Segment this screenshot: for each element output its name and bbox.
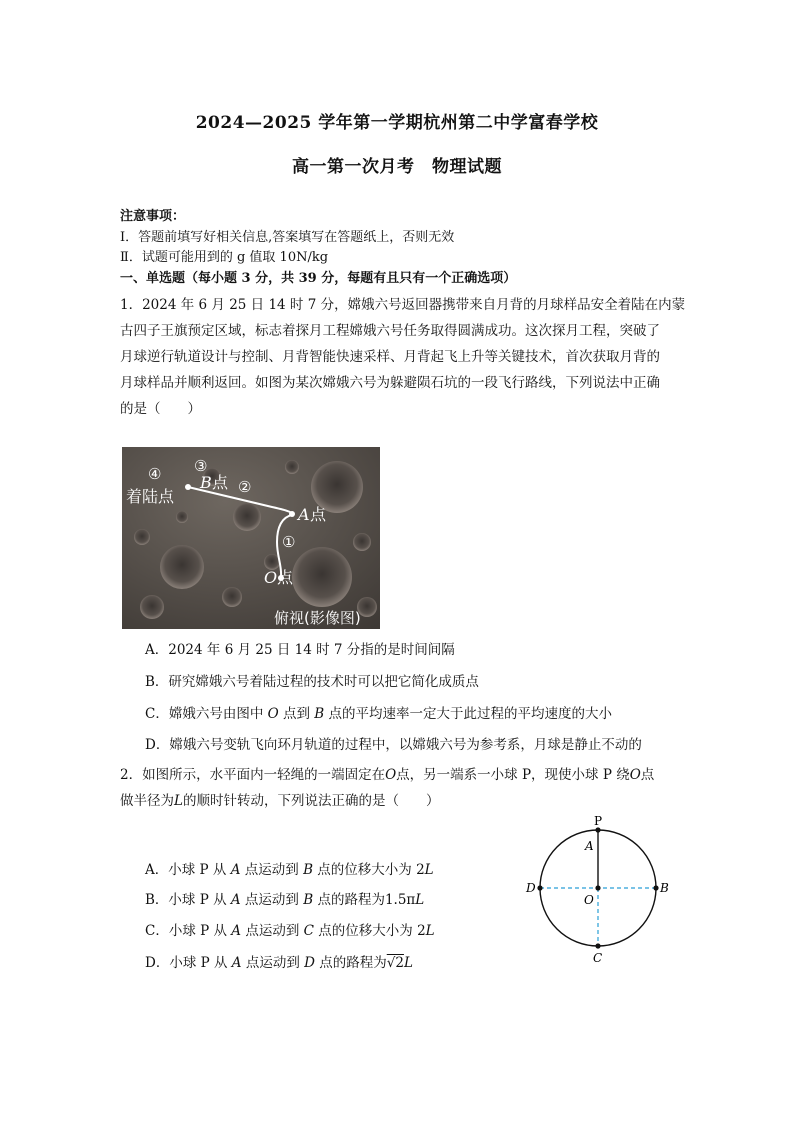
figure-label-3: ③ xyxy=(194,457,208,475)
q2-opt-text: B．小球 P 从 xyxy=(145,892,231,908)
q2-text: 点 xyxy=(640,767,655,783)
q2-opt-text: 点运动到 xyxy=(241,923,304,939)
section-1-heading: 一、单选题（每小题 3 分，共 39 分，每题有且只有一个正确选项） xyxy=(120,271,517,286)
q1-option-c-text: 点的平均速率一定大于此过程的平均速度的大小 xyxy=(324,706,613,722)
circle-label-p: P xyxy=(594,814,603,828)
q1-option-c-text: C．嫦娥六号由图中 xyxy=(145,706,268,722)
q2-option-c xyxy=(145,922,435,940)
q2-opt-var: L xyxy=(424,862,434,878)
q2-opt-var: A xyxy=(231,955,242,971)
question-1-line: 古四子王旗预定区域，标志着探月工程嫦娥六号任务取得圆满成功。这次探月工程，突破了 xyxy=(120,323,660,339)
circle-label-b: B xyxy=(660,881,669,895)
q2-opt-var: B xyxy=(303,892,314,908)
figure-label-a-letter: A xyxy=(298,505,310,524)
q1-option-c-b: B xyxy=(314,706,325,722)
q2-text: 的顺时针转动，下列说法正确的是（ ） xyxy=(182,793,440,809)
q2-opt-text: 点运动到 xyxy=(241,955,305,971)
question-1-line: 月球逆行轨道设计与控制、月背智能快速采样、月背起飞上升等关键技术，首次获取月背的 xyxy=(120,349,660,365)
q2-text: 2．如图所示，水平面内一轻绳的一端固定在 xyxy=(120,767,386,783)
q2-option-d xyxy=(145,954,413,972)
circle-label-c: C xyxy=(593,951,603,965)
q2-opt-text: 点的位移大小为 2 xyxy=(313,923,426,939)
figure-label-a-point: 点 xyxy=(310,505,327,524)
q2-opt-text: D．小球 P 从 xyxy=(145,955,232,971)
figure-label-4: ④ xyxy=(148,465,162,483)
q2-opt-text: C．小球 P 从 xyxy=(145,923,232,939)
figure-label-landing: 着陆点 xyxy=(126,487,175,506)
q2-opt-text: 点的路程为 xyxy=(314,955,387,971)
question-1-line: 月球样品并顺利返回。如图为某次嫦娥六号为躲避陨石坑的一段飞行路线，下列说法中正确 xyxy=(120,375,660,391)
question-1-line: 1．2024 年 6 月 25 日 14 时 7 分，嫦娥六号返回器携带来自月背的月球样品安全着陆在内蒙 xyxy=(120,297,686,313)
figure-label-o-letter: O xyxy=(264,568,278,587)
figure-label-b-point: 点 xyxy=(212,473,229,492)
q2-option-a xyxy=(145,861,434,879)
question-1-line: 的是（ ） xyxy=(120,401,201,417)
q2-opt-var: L xyxy=(415,892,425,908)
q2-opt-var: C xyxy=(303,923,314,939)
q2-o: O xyxy=(629,767,641,783)
q2-opt-text: 点的位移大小为 2 xyxy=(312,862,425,878)
notice-heading: 注意事项： xyxy=(120,209,186,224)
figure-caption: 俯视(影像图) xyxy=(274,609,361,627)
q2-opt-text: A．小球 P 从 xyxy=(145,862,231,878)
moon-surface-image xyxy=(122,447,380,629)
q2-l: L xyxy=(174,793,183,809)
q2-opt-text: 点运动到 xyxy=(240,862,304,878)
figure-label-o-point: 点 xyxy=(277,568,294,587)
notice-item-2: Ⅱ．试题可能用到的 g 值取 10N/kg xyxy=(120,250,329,265)
q2-opt-var: A xyxy=(230,862,241,878)
q1-option-c-text: 点到 xyxy=(278,706,315,722)
q2-opt-var: L xyxy=(403,955,413,971)
q2-opt-var: A xyxy=(231,923,242,939)
q2-opt-var: D xyxy=(304,955,315,971)
q2-opt-var: B xyxy=(303,862,313,878)
q1-option-d: D．嫦娥六号变轨飞向环月轨道的过程中，以嫦娥六号为参考系，月球是静止不动的 xyxy=(145,737,642,753)
question-2-stem xyxy=(120,762,680,814)
figure-label-1: ① xyxy=(282,533,296,551)
q2-opt-text: 点的路程为1.5π xyxy=(313,892,416,908)
exam-title-line1: 2024—2025 学年第一学期杭州第二中学富春学校 xyxy=(195,113,599,133)
circle-label-a: A xyxy=(585,839,594,853)
circle-motion-diagram xyxy=(520,812,680,972)
q2-opt-sqrt: √2 xyxy=(386,955,404,971)
notice-item-1: Ⅰ．答题前填写好相关信息,答案填写在答题纸上，否则无效 xyxy=(120,230,455,245)
q2-text: 做半径为 xyxy=(120,793,174,809)
q2-opt-var: A xyxy=(230,892,241,908)
moon-surface-figure xyxy=(122,447,380,629)
figure-label-2: ② xyxy=(238,478,252,496)
question-2-line xyxy=(120,762,680,788)
q1-option-c xyxy=(145,705,612,723)
q1-option-b: B．研究嫦娥六号着陆过程的技术时可以把它简化成质点 xyxy=(145,674,479,690)
q2-option-b xyxy=(145,891,424,909)
q2-opt-var: L xyxy=(425,923,435,939)
q1-option-a: A．2024 年 6 月 25 日 14 时 7 分指的是时间间隔 xyxy=(145,642,455,658)
circle-label-d: D xyxy=(526,881,536,895)
q2-o: O xyxy=(385,767,397,783)
exam-title-line2: 高一第一次月考 物理试题 xyxy=(292,157,502,177)
question-1-stem xyxy=(120,292,686,422)
q2-text: 点，另一端系一小球 P，现使小球 P 绕 xyxy=(396,767,630,783)
q1-option-c-o: O xyxy=(267,706,279,722)
figure-label-b-letter: B xyxy=(200,473,212,492)
q2-opt-text: 点运动到 xyxy=(240,892,304,908)
question-2-line xyxy=(120,788,680,814)
circle-label-o: O xyxy=(584,893,594,907)
